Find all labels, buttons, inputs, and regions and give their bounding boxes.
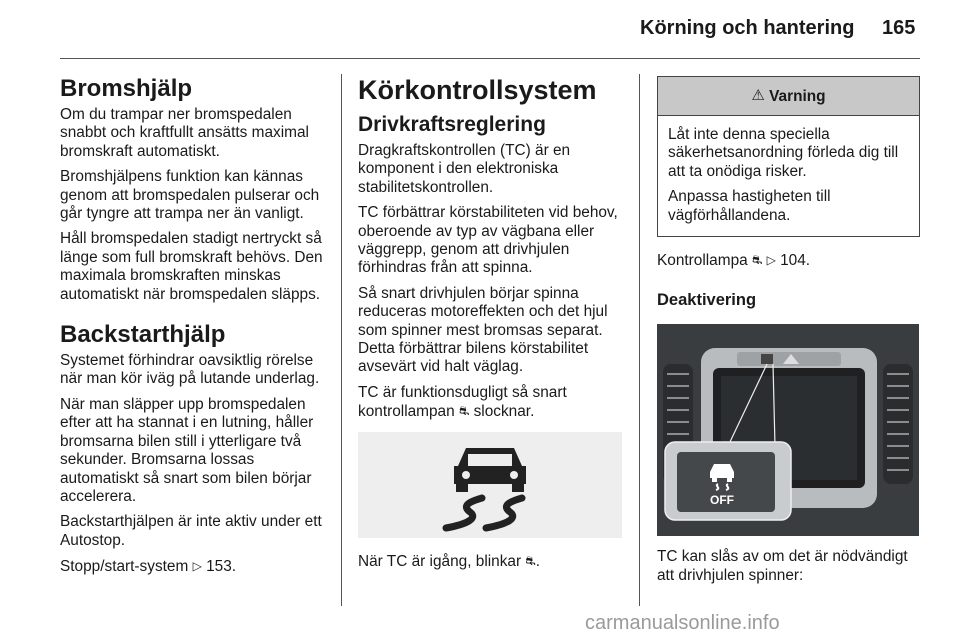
traction-control-icon: ⛐ bbox=[458, 404, 470, 419]
paragraph: Om du trampar ner bromspedalen snabbt och kraftfullt ansätts maximal bromskraft automatiskt. bbox=[60, 106, 309, 160]
warning-header bbox=[658, 77, 919, 116]
off-label: OFF bbox=[710, 493, 734, 508]
traction-control-icon: ⛐ bbox=[525, 553, 536, 568]
traction-control-icon: ⛐ bbox=[751, 253, 763, 268]
paragraph: Låt inte denna speciella säkerhetsanordning förleda dig till att ta onödiga risker. bbox=[668, 126, 899, 180]
page-reference[interactable] bbox=[657, 251, 920, 270]
heading-hill-start-assist: Backstarthjälp bbox=[60, 321, 226, 349]
traction-control-icon bbox=[358, 432, 622, 538]
left-column bbox=[60, 74, 328, 584]
warning-title: Varning bbox=[769, 88, 826, 105]
text-segment: När TC är igång, blinkar bbox=[358, 552, 522, 570]
middle-column bbox=[358, 74, 626, 578]
reference-page: 153. bbox=[206, 558, 237, 576]
reference-text: Kontrollampa bbox=[657, 252, 748, 270]
dashboard-photo bbox=[657, 324, 919, 536]
paragraph: Bromshjälpens funktion kan kännas genom att bromspedalen pulserar och går tyngre att trampa ner än vanligt. bbox=[60, 168, 320, 223]
traction-control-illustration bbox=[358, 432, 622, 538]
watermark: carmanualsonline.info bbox=[585, 612, 780, 634]
paragraph bbox=[358, 384, 626, 422]
paragraph: Håll bromspedalen stadigt nertryckt så länge som full bromskraft behövs. Den maximala bromskraften minskas automatiskt när bromspedalen släpps. bbox=[60, 230, 323, 303]
paragraph: Backstarthjälpen är inte aktiv under ett Autostop. bbox=[60, 513, 322, 549]
paragraph bbox=[358, 552, 626, 571]
paragraph: Dragkraftskontrollen (TC) är en komponent i den elektroniska stabilitetskontrollen. bbox=[358, 142, 571, 196]
right-column bbox=[657, 74, 920, 592]
header-divider bbox=[60, 58, 920, 59]
paragraph: Anpassa hastigheten till vägförhållandena. bbox=[668, 188, 831, 224]
text-segment: TC är funktionsdugligt så snart kontrollampan bbox=[358, 383, 567, 421]
page-title: Körning och hantering bbox=[640, 17, 855, 39]
warning-triangle-icon: ⚠ bbox=[751, 87, 765, 104]
paragraph: TC kan slås av om det är nödvändigt att drivhjulen spinner: bbox=[657, 548, 908, 584]
paragraph: Så snart drivhjulen börjar spinna reduceras motoreffekten och det hjul som spinner mest bromsas separat. Detta förbättrar bilens körstabilitet avsevärt vid halt väglag. bbox=[358, 284, 608, 376]
heading-traction-control: Drivkraftsreglering bbox=[358, 113, 546, 136]
section-title: Körkontrollsystem bbox=[358, 75, 597, 105]
text-segment: slocknar. bbox=[473, 403, 535, 421]
page-reference[interactable] bbox=[60, 557, 328, 576]
page-reference-arrow-icon: ▷ bbox=[766, 253, 776, 268]
reference-text: Stopp/start-system bbox=[60, 558, 189, 576]
column-divider-left bbox=[341, 74, 342, 606]
heading-deactivation: Deaktivering bbox=[657, 291, 757, 310]
page-reference-arrow-icon: ▷ bbox=[192, 559, 202, 574]
column-divider-right bbox=[639, 74, 640, 606]
warning-body bbox=[658, 116, 919, 236]
paragraph: När man släpper upp bromspedalen efter att ha stannat i en lutning, håller bromsarna bilen still i ytterligare två sekunder. Bromsarna lossas automatiskt så snart som bilen börjar accelerera. bbox=[60, 395, 314, 505]
warning-box bbox=[657, 76, 920, 237]
page-number: 165 bbox=[882, 17, 916, 39]
paragraph: Systemet förhindrar oavsiktlig rörelse när man kör iväg på lutande underlag. bbox=[60, 352, 320, 388]
paragraph: TC förbättrar körstabiliteten vid behov, oberoende av typ av vägbana eller väggrepp, genom att drivhjulen förhindras från att spinna. bbox=[358, 204, 618, 277]
heading-brake-assist: Bromshjälp bbox=[60, 75, 193, 102]
reference-page: 104. bbox=[780, 252, 811, 270]
dashboard-illustration bbox=[657, 324, 919, 536]
text-segment: . bbox=[535, 552, 541, 570]
